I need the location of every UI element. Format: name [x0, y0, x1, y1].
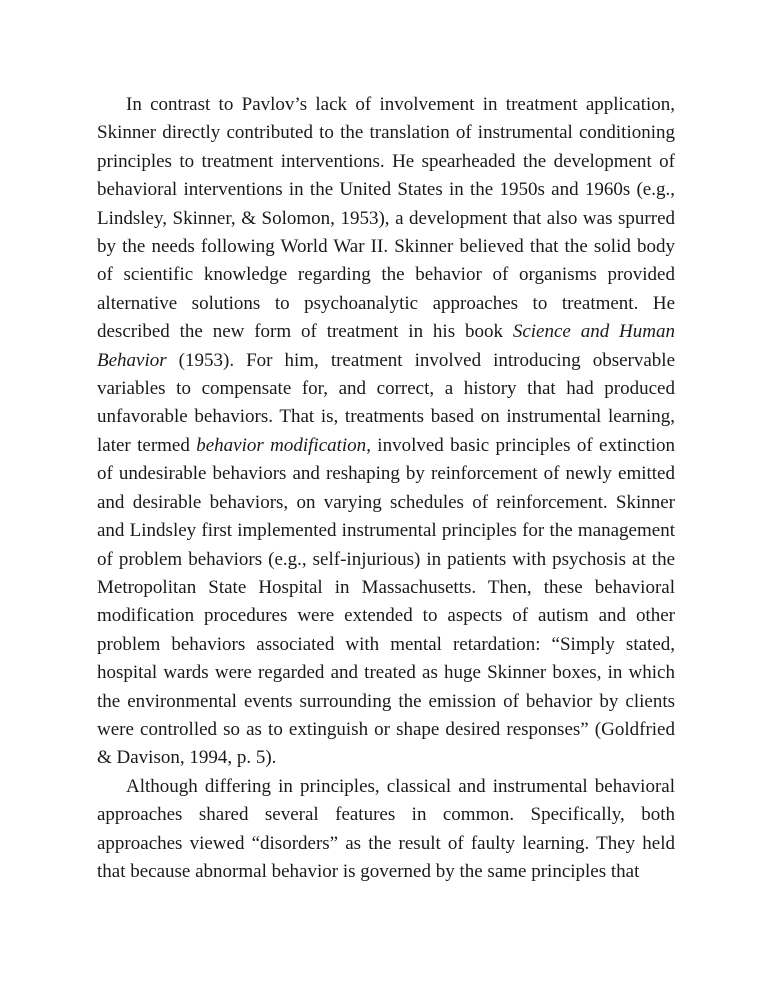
text-segment: Although differing in principles, classical and instrumental behavioral approaches shared several features in common. Specifically, both approaches viewed “disorders” as the result of faulty learning. They held that because abnormal behavior is governed by the same principles that: [97, 775, 675, 882]
paragraph-shared-features: [97, 773, 675, 887]
text-segment: , involved basic principles of extinction of undesirable behaviors and reshaping by reinforcement of newly emitted and desirable behaviors, on varying schedules of reinforcement. Skinner and Lindsley first implemented instrumental principles for the management of problem behaviors (e.g., self-injurious) in patients with psychosis at the Metropolitan State Hospital in Massachusetts. Then, these behavioral modification procedures were extended to aspects of autism and other problem behaviors associated with mental retardation: “Simply stated, hospital wards were regarded and treated as huge Skinner boxes, in which the environmental events surrounding the emission of behavior by clients were controlled so as to extinguish or shape desired responses” (Goldfried & Davison, 1994, p. 5).: [97, 434, 675, 769]
text-segment: In contrast to Pavlov’s lack of involvement in treatment application, Skinner directly contributed to the translation of instrumental conditioning principles to treatment interventions. He spearheaded the development of behavioral interventions in the United States in the 1950s and 1960s (e.g., Lindsley, Skinner, & Solomon, 1953), a development that also was spurred by the needs following World War II. Skinner believed that the solid body of scientific knowledge regarding the behavior of organisms provided alternative solutions to psychoanalytic approaches to treatment. He described the new form of treatment in his book: [97, 94, 675, 343]
book-title-science-and-human-behavior: Science and Human Behavior: [97, 321, 675, 371]
text-segment: (1953). For him, treatment involved introducing observable variables to compensate for, and correct, a history that had produced unfavorable behaviors. That is, treatments based on instrumental learning, later termed: [97, 349, 675, 456]
body-text: [97, 91, 675, 886]
paragraph-skinner-contribution: [97, 91, 675, 773]
term-behavior-modification: behavior modification: [196, 434, 367, 456]
